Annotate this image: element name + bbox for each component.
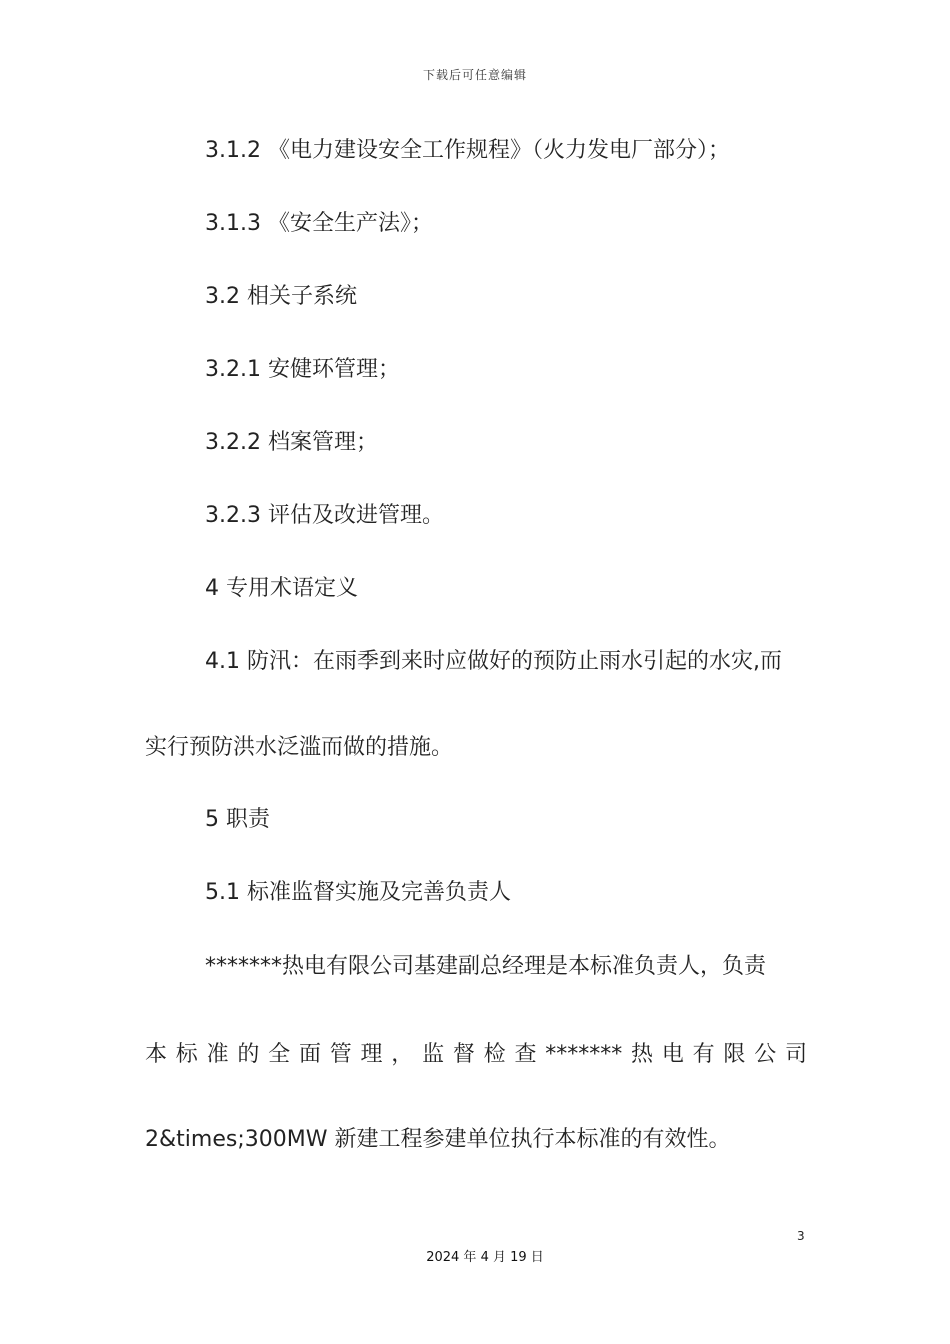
clause-3-1-2: 3.1.2 《电力建设安全工作规程》（火力发电厂部分）； [205, 138, 730, 163]
section-5-heading: 5 职责 [205, 807, 270, 832]
definition-4-1-line-1: 4.1 防汛：在雨季到来时应做好的预防止雨水引起的水灾,而 [205, 649, 782, 674]
page-number: 3 [797, 1229, 805, 1243]
clause-3-2-3: 3.2.3 评估及改进管理。 [205, 503, 444, 528]
clause-3-2-heading: 3.2 相关子系统 [205, 284, 357, 309]
page-header: 下载后可任意编辑 [422, 68, 527, 82]
definition-4-1-line-2: 实行预防洪水泛滥而做的措施。 [145, 735, 454, 760]
responsibility-line-2: 本标准的全面管理，监督检查*******热电有限公司 [145, 1042, 807, 1067]
page-date: 2024 年 4 月 19 日 [426, 1250, 544, 1265]
clause-3-2-1: 3.2.1 安健环管理； [205, 357, 400, 382]
responsibility-line-3: 2&times;300MW 新建工程参建单位执行本标准的有效性。 [145, 1127, 731, 1152]
clause-3-1-3: 3.1.3 《安全生产法》； [205, 211, 433, 236]
responsibility-line-1: *******热电有限公司基建副总经理是本标准负责人，负责 [205, 954, 767, 979]
section-4-heading: 4 专用术语定义 [205, 576, 358, 601]
clause-5-1: 5.1 标准监督实施及完善负责人 [205, 880, 511, 905]
clause-3-2-2: 3.2.2 档案管理； [205, 430, 378, 455]
